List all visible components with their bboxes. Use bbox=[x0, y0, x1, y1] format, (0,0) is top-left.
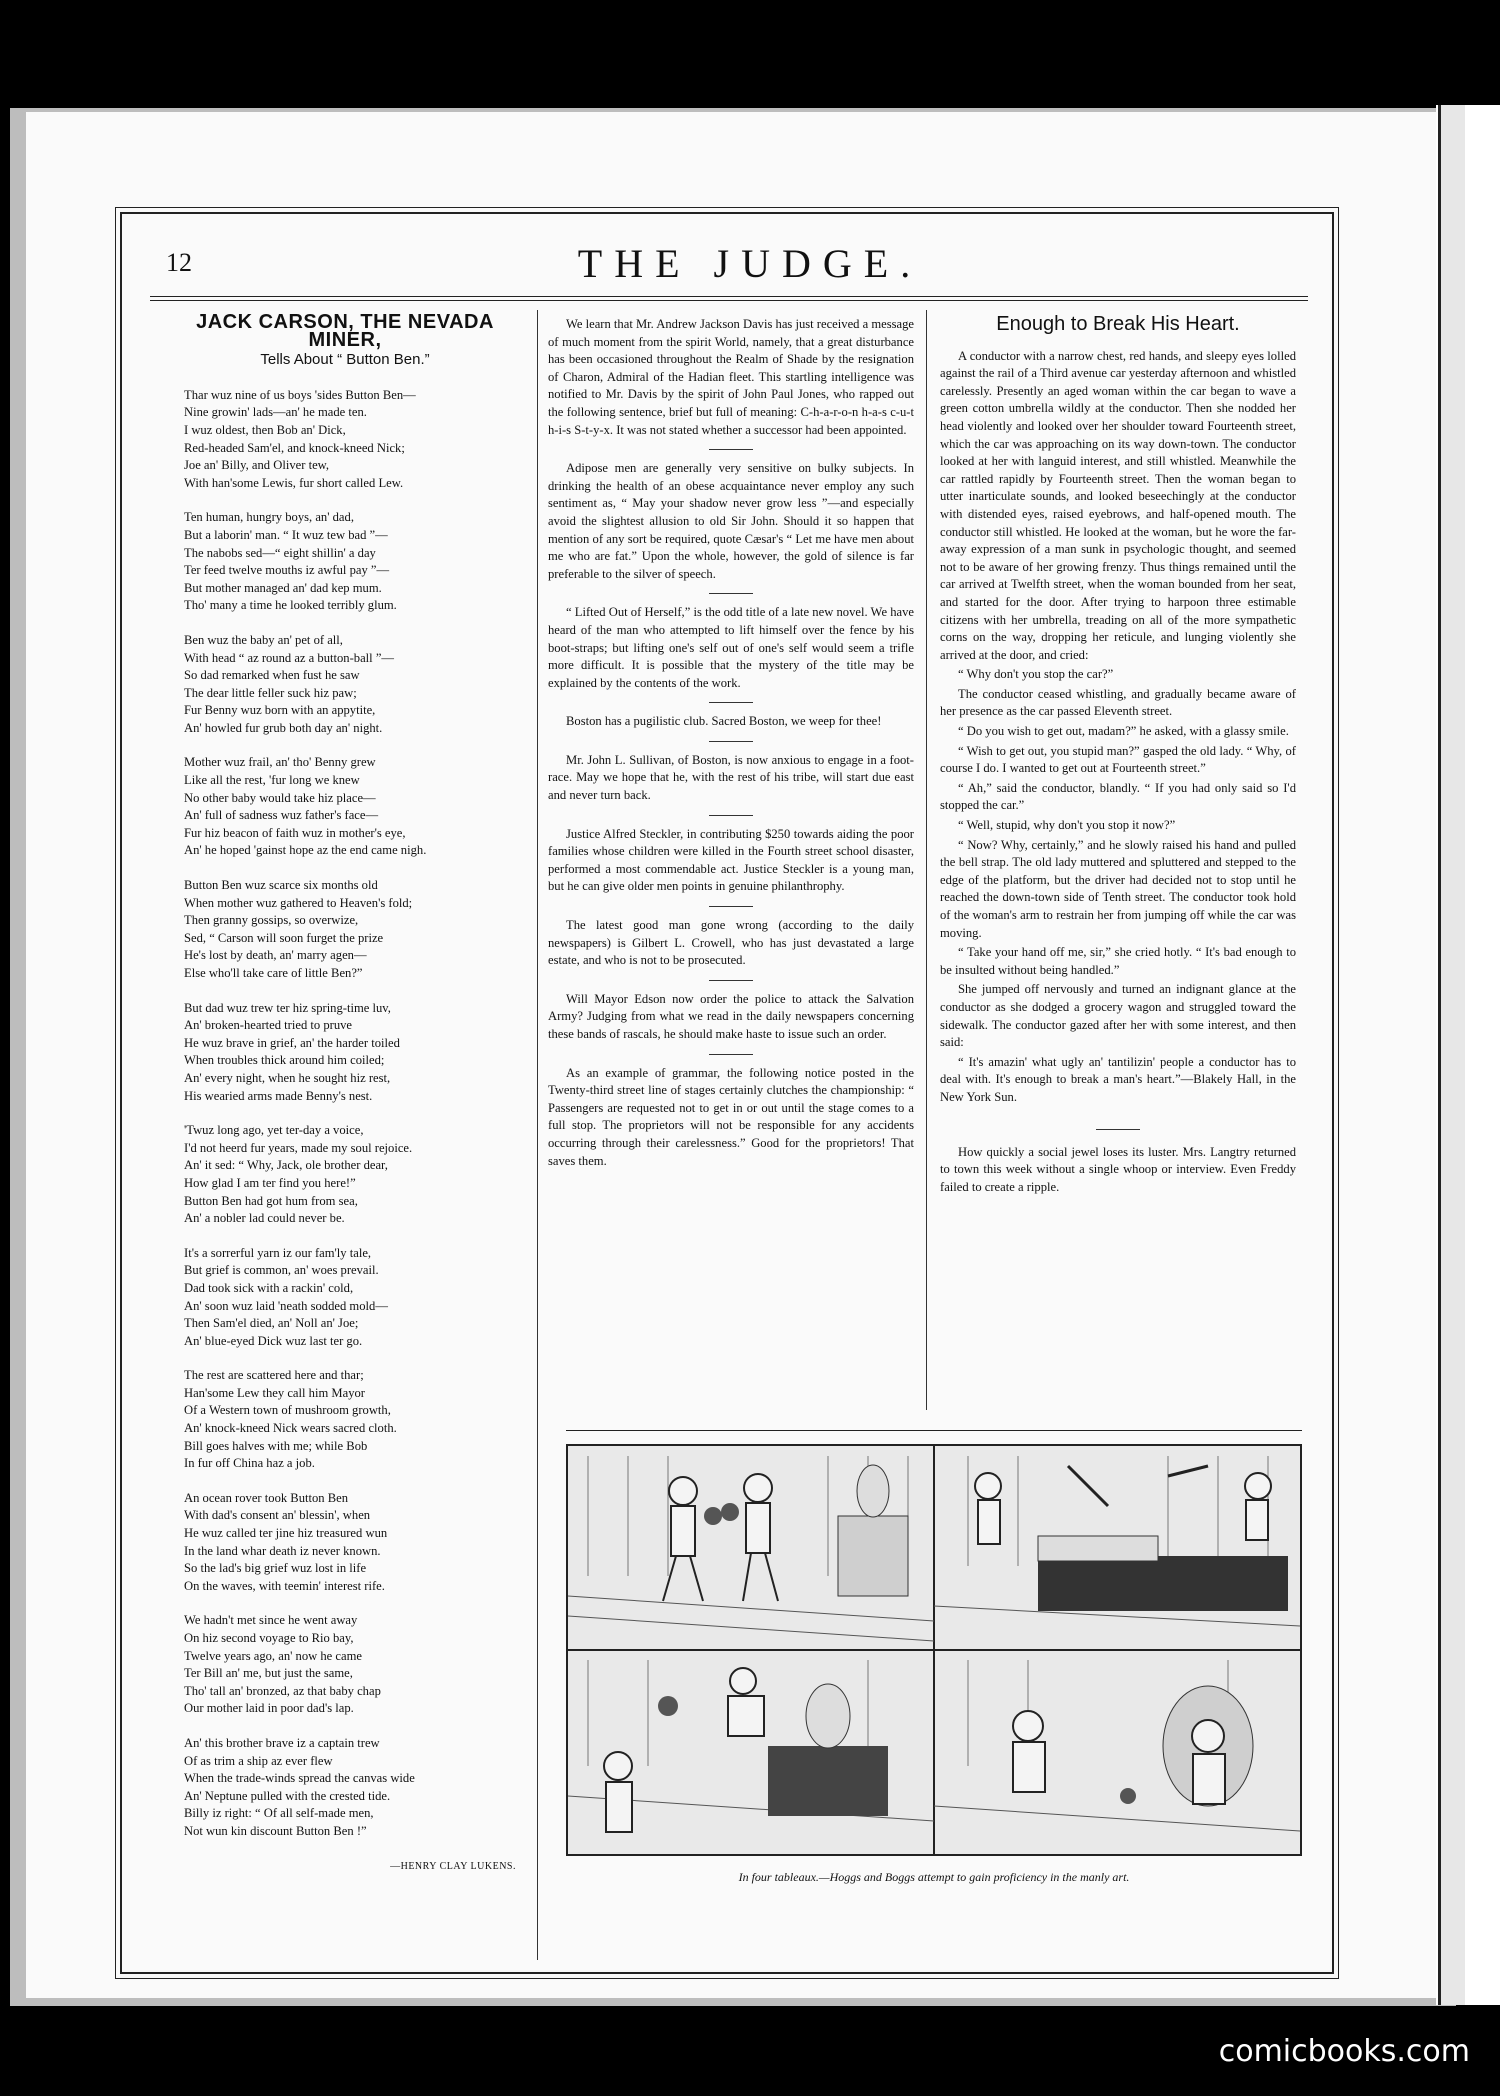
poem-line: An' Neptune pulled with the crested tide. bbox=[184, 1788, 391, 1803]
cartoon-illustration bbox=[566, 1444, 1302, 1856]
poem-author: —HENRY CLAY LUKENS. bbox=[390, 1860, 516, 1872]
editorial-paragraph: Mr. John L. Sullivan, of Boston, is now anxious to engage in a foot-race. May we hope that he, with the rest of his tribe, will start due east and never turn back. bbox=[548, 752, 914, 803]
poem-line: Dad took sick with a rackin' cold, bbox=[184, 1280, 354, 1295]
poem-line: So dad remarked when fust he saw bbox=[184, 668, 360, 683]
header-rule-top bbox=[150, 296, 1308, 297]
poem-line: Twelve years ago, an' now he came bbox=[184, 1648, 362, 1663]
poem-line: An' howled fur grub both day an' night. bbox=[184, 720, 383, 735]
cartoon-drawing bbox=[568, 1446, 1300, 1854]
poem-line: Thar wuz nine of us boys 'sides Button Ben— bbox=[184, 387, 416, 402]
story-paragraph: “ It's amazin' what ugly an' tantilizin' people a conductor has to deal with. It's enough to break a man's heart.”—Blakely Hall, in the New York Sun. bbox=[940, 1054, 1296, 1104]
story-paragraph: A conductor with a narrow chest, red hands, and sleepy eyes lolled against the rail of a Third avenue car yesterday afternoon and whistled carelessly. Presently an aged woman within the car began to wave a green cotton umbrella wildly at the conductor. Then she nodded her head violently and looked over her shoulder toward Fourteenth street, which the car was approaching on its way down-town. The conductor looked at her with languid interest, and still whistled. Meanwhile the car rattled rapidly by Fourteenth street. Then the woman began to utter inarticulate sounds, and looked beseechingly at the conductor with distended eyes, raised eyebrows, and half-opened mouth. The conductor still whistled. He looked at the woman, but he wore the far-away expression of a man sunk in psychologic thought, and seemed not to be aware of her growing frenzy. Thus things remained until the car arrived at Twelfth street, when the woman bounded from her seat, and started for the door. After trying to harpoon three estimable citizens with her umbrella, treading on all of the more sympathetic corns on the way, dropping her reticule, and lunging violently she arrived at the door, and cried: bbox=[940, 348, 1296, 662]
poem-line: Fur hiz beacon of faith wuz in mother's eye, bbox=[184, 825, 406, 840]
poem-line: But grief is common, an' woes prevail. bbox=[184, 1263, 379, 1278]
story-note-separator bbox=[1096, 1129, 1140, 1130]
poem-line: In fur off China haz a job. bbox=[184, 1456, 315, 1471]
poem-line: 'Twuz long ago, yet ter-day a voice, bbox=[184, 1123, 364, 1138]
poem-line: An' he hoped 'gainst hope az the end came nigh. bbox=[184, 843, 427, 858]
header-rule-bottom bbox=[150, 300, 1308, 301]
poem-line: Then granny gossips, so overwize, bbox=[184, 913, 359, 928]
poem-line: He wuz called ter jine hiz treasured wun bbox=[184, 1526, 388, 1541]
poem-stanza bbox=[184, 1122, 530, 1228]
poem-line: Of as trim a ship az ever flew bbox=[184, 1753, 333, 1768]
poem-line: Else who'll take care of little Ben?” bbox=[184, 966, 363, 980]
poem-line: Bill goes halves with me; while Bob bbox=[184, 1438, 368, 1453]
poem-line: Of a Western town of mushroom growth, bbox=[184, 1403, 391, 1418]
poem-line: When troubles thick around him coiled; bbox=[184, 1053, 385, 1068]
poem-line: On the waves, with teemin' interest rife. bbox=[184, 1578, 385, 1593]
story-paragraph: “ Now? Why, certainly,” and he slowly raised his hand and pulled the bell strap. The old lady muttered and spluttered and stepped to the edge of the platform, but the driver had decided not to stop until he reached the down-town side of Tenth street. The conductor took hold of the woman's arm to restrain her from jumping off while the car was moving. bbox=[940, 837, 1296, 940]
poem-line: How glad I am ter find you here!” bbox=[184, 1175, 356, 1190]
poem-line: But dad wuz trew ter hiz spring-time luv, bbox=[184, 1000, 391, 1015]
poem-stanza bbox=[184, 387, 530, 493]
poem-line: Button Ben wuz scarce six months old bbox=[184, 878, 378, 893]
poem-stanza bbox=[184, 1735, 530, 1841]
poem-stanza bbox=[184, 1612, 530, 1718]
poem-line: Mother wuz frail, an' tho' Benny grew bbox=[184, 755, 376, 770]
poem-line: His wearied arms made Benny's nest. bbox=[184, 1088, 373, 1103]
poem-line: Not wun kin discount Button Ben !” bbox=[184, 1823, 367, 1838]
poem-line: Ben wuz the baby an' pet of all, bbox=[184, 632, 343, 647]
poem-line: An' every night, when he sought hiz rest, bbox=[184, 1070, 391, 1085]
poem-line: The dear little feller suck hiz paw; bbox=[184, 685, 357, 700]
page-number: 12 bbox=[166, 248, 192, 277]
story-paragraph: The conductor ceased whistling, and gradually became aware of her presence as the car passed Eleventh street. bbox=[940, 686, 1296, 719]
poem-stanza bbox=[184, 509, 530, 615]
cartoon-caption: In four tableaux.—Hoggs and Boggs attempt to gain proficiency in the manly art. bbox=[738, 1870, 1130, 1884]
poem-stanza bbox=[184, 1490, 530, 1596]
poem-stanzas bbox=[160, 387, 530, 1841]
editorial-paragraph: Justice Alfred Steckler, in contributing $250 towards aiding the poor families whose children were killed in the Fourth street school disaster, performed a most commendable act. Justice Steckler is a young man, but he can give older men points in genuine philanthrophy. bbox=[548, 826, 914, 894]
masthead-title: THE JUDGE. bbox=[577, 241, 923, 286]
poem-line: Button Ben had got hum from sea, bbox=[184, 1193, 358, 1208]
poem-line: In the land whar death iz never known. bbox=[184, 1543, 381, 1558]
poem-line: We hadn't met since he went away bbox=[184, 1613, 358, 1628]
poem-line: Ter feed twelve mouths iz awful pay ”— bbox=[184, 563, 390, 578]
poem-line: He's lost by death, an' marry agen— bbox=[184, 948, 367, 963]
story-paragraph: “ Do you wish to get out, madam?” he asked, with a glassy smile. bbox=[958, 724, 1289, 739]
poem-line: When the trade-winds spread the canvas wide bbox=[184, 1771, 415, 1786]
paragraph-separator bbox=[709, 702, 753, 703]
poem-line: Nine growin' lads—an' he made ten. bbox=[184, 405, 367, 420]
editorial-column bbox=[548, 316, 914, 1180]
editorial-paragraph: Boston has a pugilistic club. Sacred Boston, we weep for thee! bbox=[566, 714, 882, 729]
poem-line: I wuz oldest, then Bob an' Dick, bbox=[184, 422, 346, 437]
poem-line: Like all the rest, 'fur long we knew bbox=[184, 773, 360, 788]
poem-line: An' knock-kneed Nick wears sacred cloth. bbox=[184, 1421, 397, 1436]
poem-line: An' blue-eyed Dick wuz last ter go. bbox=[184, 1333, 363, 1348]
story-body bbox=[940, 348, 1296, 1107]
editorial-paragraph: Adipose men are generally very sensitive on bulky subjects. In drinking the health of an obese acquaintance never employ any such sentiment as, “ May your shadow never grow less ”—and especially avoid the slightest allusion to old Sir John. Should it so happen that mention of any sort be required, quote Cæsar's “ Let me have men about me who are fat.” Upon the whole, however, the gold of silence is far preferable to the silver of speech. bbox=[548, 461, 914, 581]
poem-column bbox=[160, 311, 530, 1875]
column-rule-1 bbox=[537, 310, 538, 1960]
poem-line: An' broken-hearted tried to pruve bbox=[184, 1018, 353, 1033]
poem-line: An' this brother brave iz a captain trew bbox=[184, 1735, 380, 1750]
poem-line: When mother wuz gathered to Heaven's fold; bbox=[184, 895, 413, 910]
editorial-paragraph: The latest good man gone wrong (according to the daily newspapers) is Gilbert L. Crowell, who has just devastated a large estate, and who is not to be prosecuted. bbox=[548, 918, 914, 968]
cartoon-rule bbox=[566, 1430, 1302, 1431]
poem-stanza bbox=[184, 632, 530, 738]
poem-line: An' it sed: “ Why, Jack, ole brother dear, bbox=[184, 1158, 388, 1173]
story-column bbox=[940, 313, 1296, 1206]
poem-line: Ter Bill an' me, but just the same, bbox=[184, 1666, 353, 1681]
editorial-paragraph: “ Lifted Out of Herself,” is the odd title of a late new novel. We have heard of the man who attempted to lift himself over the fence by his boot-straps; but lifting one's self out of one's self would seem a trifle more difficult. It is possible that the mystery of the title may be explained by the contents of the work. bbox=[548, 605, 914, 690]
story-paragraph: “ Well, stupid, why don't you stop it now?” bbox=[958, 818, 1176, 833]
paragraph-separator bbox=[709, 593, 753, 594]
poem-line: The rest are scattered here and thar; bbox=[184, 1368, 364, 1383]
paragraph-separator bbox=[709, 741, 753, 742]
paragraph-separator bbox=[709, 449, 753, 450]
story-paragraph: She jumped off nervously and turned an indignant glance at the conductor as she dodged a grocery wagon and struggled toward the sidewalk. The conductor gazed after her with some interest, and then said: bbox=[940, 982, 1296, 1050]
poem-line: With dad's consent an' blessin', when bbox=[184, 1508, 371, 1523]
poem-line: Ten human, hungry boys, an' dad, bbox=[184, 510, 354, 525]
poem-line: No other baby would take hiz place— bbox=[184, 790, 376, 805]
poem-stanza bbox=[184, 877, 530, 983]
paragraph-separator bbox=[709, 815, 753, 816]
paragraph-separator bbox=[709, 980, 753, 981]
paragraph-separator bbox=[709, 1054, 753, 1055]
poem-stanza bbox=[184, 754, 530, 860]
story-paragraph: “ Ah,” said the conductor, blandly. “ If you had only said so I'd stopped the car.” bbox=[940, 780, 1296, 813]
poem-line: Joe an' Billy, and Oliver tew, bbox=[184, 458, 330, 473]
poem-line: It's a sorrerful yarn iz our fam'ly tale, bbox=[184, 1245, 372, 1260]
editorial-paragraph: We learn that Mr. Andrew Jackson Davis has just received a message of much moment from the spirit World, namely, that a great disturbance has been occasioned throughout the Realm of Shade by the resignation of Charon, Admiral of the Hadian fleet. This startling intelligence was notified to Mr. Davis by the spirit of John Paul Jones, who rapped out the following sentence, brief but full of meaning: C-h-a-r-o-n h-a-s c-u-t h-i-s S-t-y-x. It was not stated whether a successor had been appointed. bbox=[548, 317, 915, 437]
poem-line: Our mother laid in poor dad's lap. bbox=[184, 1701, 354, 1716]
poem-line: Tho' tall an' bronzed, az that baby chap bbox=[184, 1683, 381, 1698]
poem-line: An' full of sadness wuz father's face— bbox=[184, 808, 379, 823]
poem-line: I'd not heerd fur years, made my soul rejoice. bbox=[184, 1140, 413, 1155]
poem-line: Han'some Lew they call him Mayor bbox=[184, 1385, 365, 1400]
poem-line: Fur Benny wuz born with an appytite, bbox=[184, 703, 376, 718]
story-paragraph: “ Wish to get out, you stupid man?” gasped the old lady. “ Why, of course I do. I wanted to get out at Fourteenth street.” bbox=[940, 743, 1296, 776]
poem-line: Sed, “ Carson will soon furget the prize bbox=[184, 930, 384, 945]
poem-line: But mother managed an' dad kep mum. bbox=[184, 580, 382, 595]
story-note: How quickly a social jewel loses its luster. Mrs. Langtry returned to town this week without a single whoop or interview. Even Freddy failed to create a ripple. bbox=[940, 1144, 1296, 1194]
poem-line: With han'some Lewis, fur short called Lew. bbox=[184, 475, 404, 490]
story-paragraph: “ Take your hand off me, sir,” she cried hotly. “ It's bad enough to be insulted without being handled.” bbox=[940, 945, 1296, 977]
story-paragraph: “ Why don't you stop the car?” bbox=[958, 667, 1114, 682]
poem-line: An' a nobler lad could never be. bbox=[184, 1211, 345, 1226]
poem-line: Billy iz right: “ Of all self-made men, bbox=[184, 1806, 374, 1821]
editorial-paragraph: Will Mayor Edson now order the police to attack the Salvation Army? Judging from what we read in the daily newspapers concerning these bands of rascals, he should make haste to issue such an order. bbox=[548, 991, 914, 1041]
story-title: Enough to Break His Heart. bbox=[996, 313, 1240, 335]
poem-line: On hiz second voyage to Rio bay, bbox=[184, 1631, 354, 1645]
poem-line: The nabobs sed—“ eight shillin' a day bbox=[184, 545, 376, 560]
poem-stanza bbox=[184, 1367, 530, 1473]
watermark: comicbooks.com bbox=[1218, 2034, 1470, 2069]
poem-line: He wuz brave in grief, an' the harder toiled bbox=[184, 1035, 400, 1050]
poem-stanza bbox=[184, 1245, 530, 1351]
poem-subtitle: Tells About “ Button Ben.” bbox=[260, 351, 430, 369]
poem-line: So the lad's big grief wuz lost in life bbox=[184, 1561, 367, 1576]
next-page-edge bbox=[1436, 105, 1500, 2005]
poem-line: Red-headed Sam'el, and knock-kneed Nick; bbox=[184, 440, 405, 455]
poem-line: Tho' many a time he looked terribly glum. bbox=[184, 598, 397, 613]
editorial-paragraph: As an example of grammar, the following notice posted in the Twenty-third street line of stages certainly clutches the championship: “ Passengers are requested not to get in or out until the stage comes to a full stop. The proprietors will not be responsible for any accidents occurring through their carelessness.” Good for the proprietors! That saves them. bbox=[548, 1065, 914, 1168]
paragraph-separator bbox=[709, 906, 753, 907]
poem-line: An' soon wuz laid 'neath sodded mold— bbox=[184, 1298, 388, 1313]
poem-line: But a laborin' man. “ It wuz tew bad ”— bbox=[184, 527, 388, 542]
column-rule-2 bbox=[926, 310, 927, 1410]
poem-line: With head “ az round az a button-ball ”— bbox=[184, 650, 395, 665]
poem-title: JACK CARSON, THE NEVADA MINER, bbox=[196, 311, 494, 351]
poem-line: An ocean rover took Button Ben bbox=[184, 1490, 349, 1505]
poem-stanza bbox=[184, 1000, 530, 1106]
poem-line: Then Sam'el died, an' Noll an' Joe; bbox=[184, 1316, 359, 1331]
